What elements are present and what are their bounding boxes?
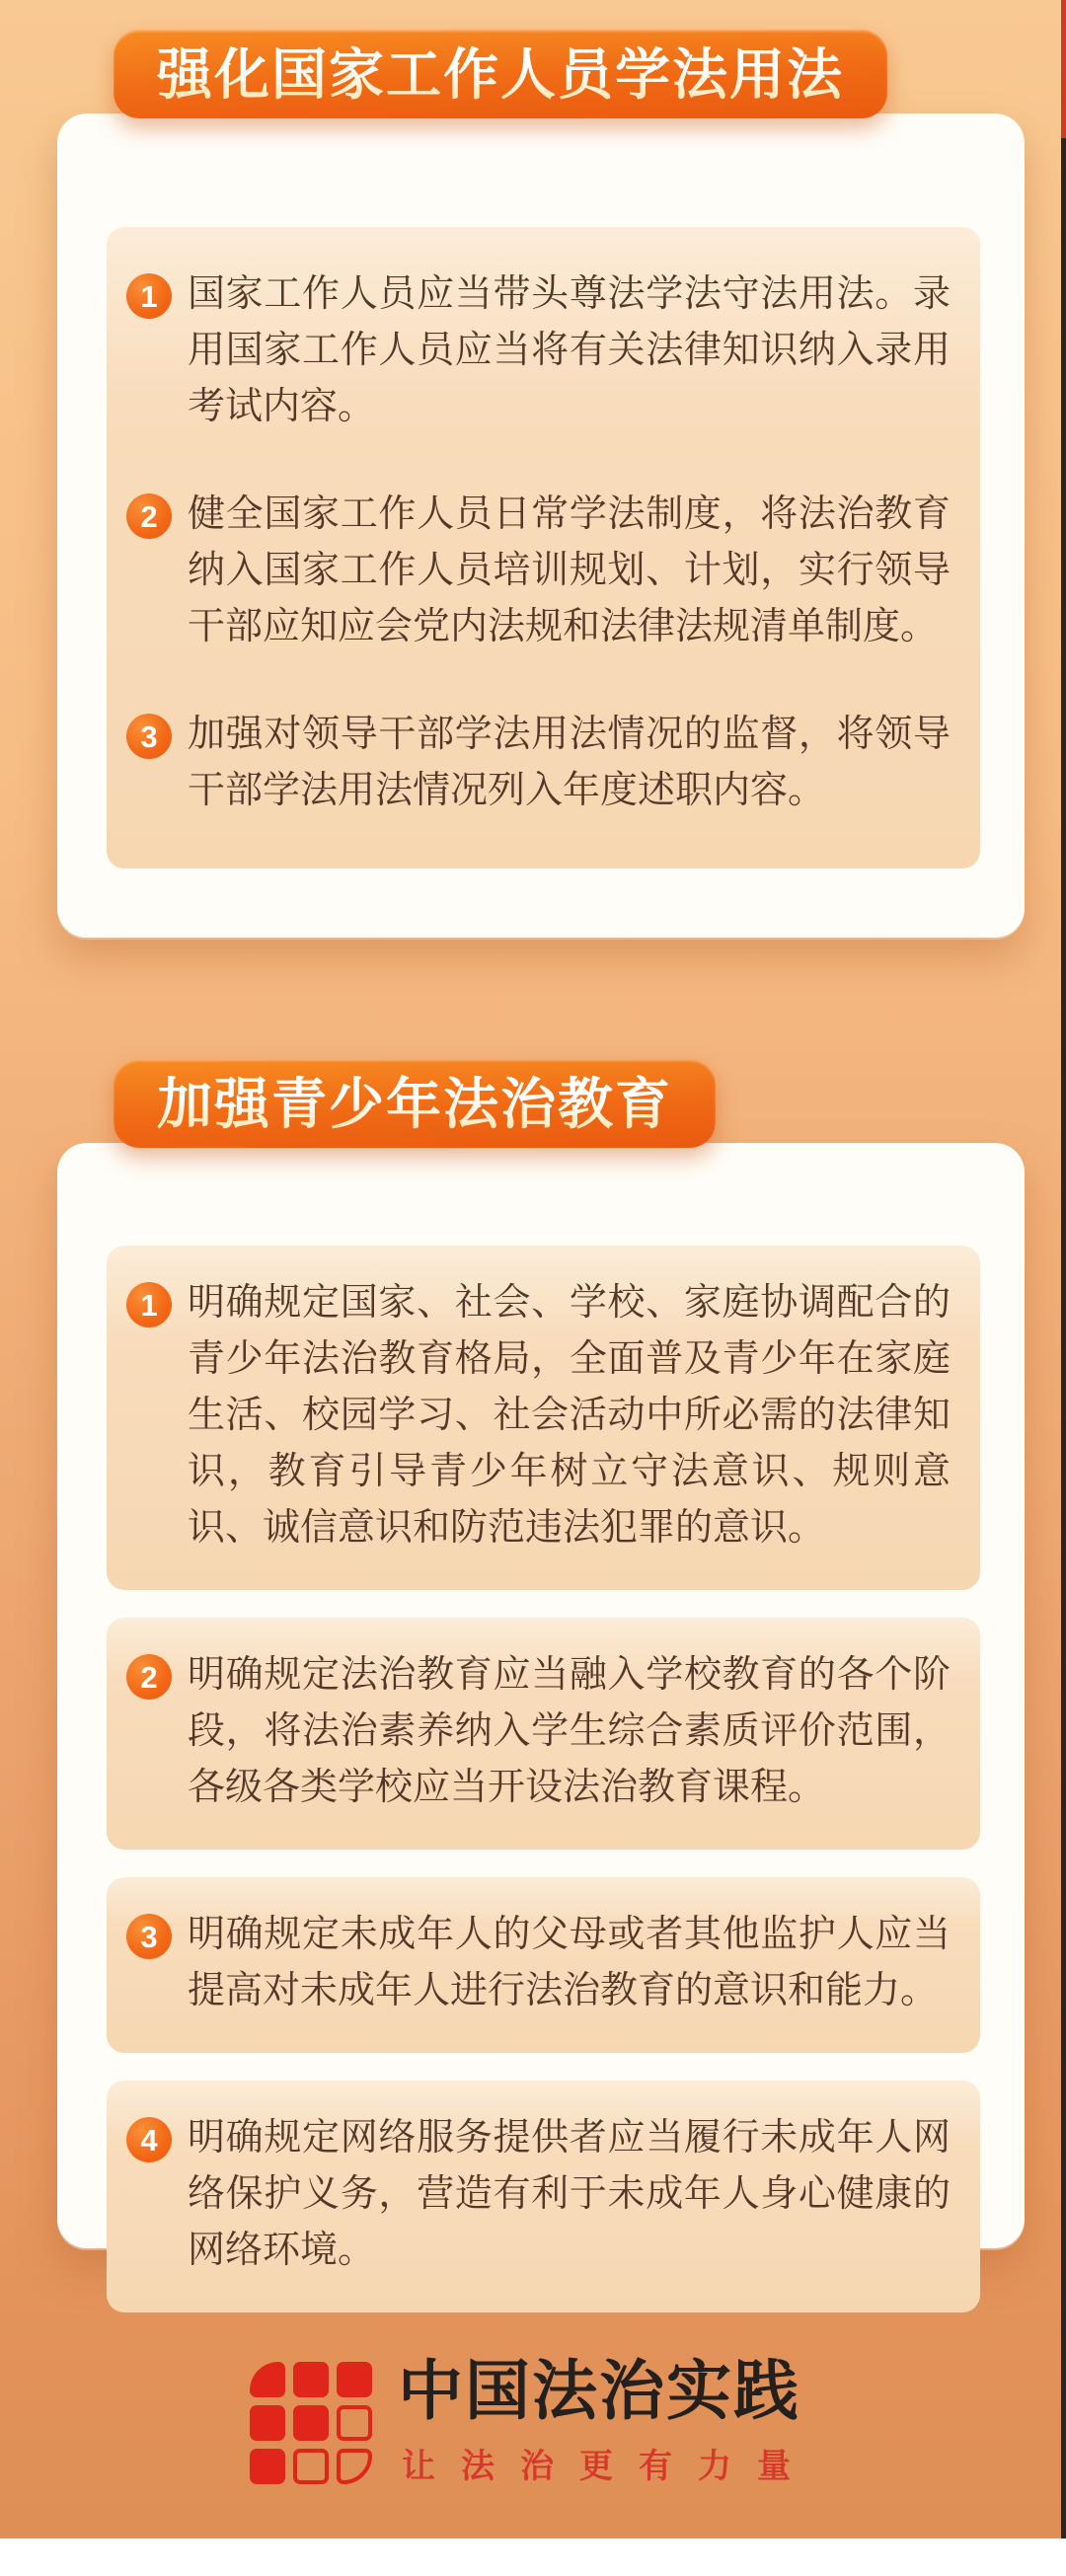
right-edge-strip	[1061, 0, 1066, 2538]
section-2-card	[57, 1143, 1025, 2271]
section-2-panels	[107, 1246, 980, 2312]
list-item	[126, 266, 951, 435]
item-number-badge: 4	[126, 2117, 172, 2162]
section-2-title-badge	[114, 1059, 716, 1148]
list-item	[126, 487, 951, 655]
list-item	[126, 707, 951, 819]
grid-squares-icon	[250, 2362, 372, 2484]
right-edge-strip-red	[1061, 0, 1066, 138]
section-2-panel	[107, 1877, 980, 2053]
list-item	[126, 1275, 951, 1556]
bottom-white-strip	[0, 2538, 1066, 2576]
list-item	[126, 1907, 951, 2019]
brand-text-block	[398, 2354, 816, 2487]
section-1-card	[57, 114, 1025, 938]
list-item	[126, 2110, 951, 2279]
item-text: 明确规定国家、社会、学校、家庭协调配合的青少年法治教育格局，全面普及青少年在家庭生活、校园学习、社会活动中所必需的法律知识，教育引导青少年树立守法意识、规则意识、诚信意识和防范违法犯罪的意识。	[188, 1282, 951, 1549]
list-item	[126, 1647, 951, 1816]
footer-brand	[0, 2354, 1066, 2487]
brand-tagline: 让法治更有力量	[402, 2447, 816, 2485]
section-2-panel	[107, 1246, 980, 1590]
section-2-panel	[107, 2081, 980, 2312]
section-1-title-badge	[114, 30, 887, 118]
item-text: 国家工作人员应当带头尊法学法守法用法。录用国家工作人员应当将有关法律知识纳入录用考试内容。	[188, 273, 951, 427]
item-number-badge: 2	[126, 493, 172, 539]
section-1-title: 强化国家工作人员学法用法	[157, 43, 844, 106]
item-number-badge: 3	[126, 714, 172, 759]
brand-title: 中国法治实践	[398, 2354, 800, 2427]
item-text: 加强对领导干部学法用法情况的监督，将领导干部学法用法情况列入年度述职内容。	[188, 714, 951, 811]
item-number-badge: 2	[126, 1654, 172, 1700]
item-text: 明确规定网络服务提供者应当履行未成年人网络保护义务，营造有利于未成年人身心健康的网络环境。	[188, 2117, 951, 2271]
item-number-badge: 3	[126, 1914, 172, 1959]
item-text: 明确规定未成年人的父母或者其他监护人应当提高对未成年人进行法治教育的意识和能力。	[188, 1914, 951, 2011]
item-text: 健全国家工作人员日常学法制度，将法治教育纳入国家工作人员培训规划、计划，实行领导干部应知应会党内法规和法律法规清单制度。	[188, 493, 951, 647]
section-2-panel	[107, 1618, 980, 1850]
item-number-badge: 1	[126, 273, 172, 319]
item-text: 明确规定法治教育应当融入学校教育的各个阶段，将法治素养纳入学生综合素质评价范围，各级各类学校应当开设法治教育课程。	[188, 1654, 951, 1808]
section-2-title: 加强青少年法治教育	[157, 1073, 672, 1135]
section-1-panel	[107, 227, 980, 869]
item-number-badge: 1	[126, 1282, 172, 1327]
